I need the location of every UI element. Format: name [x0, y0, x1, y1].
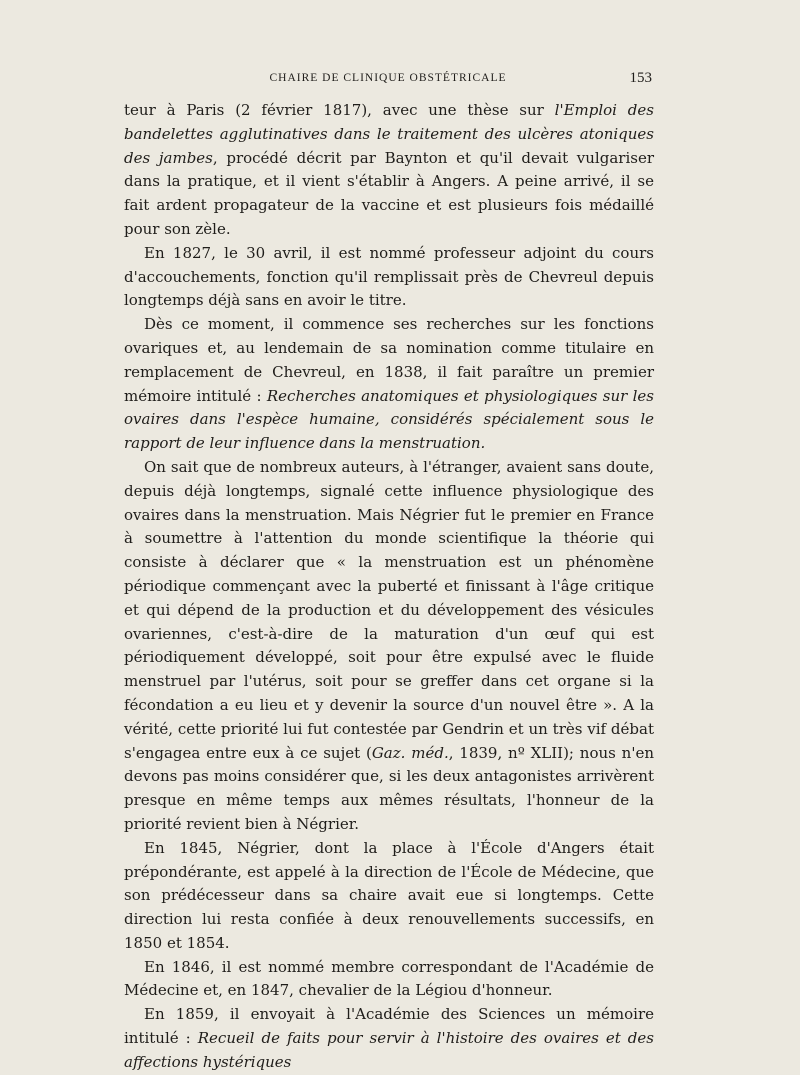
paragraph-4 — [124, 456, 654, 837]
paragraph-1 — [124, 99, 654, 242]
running-title: CHAIRE DE CLINIQUE OBSTÉTRICALE — [269, 72, 507, 84]
paragraph-2 — [124, 242, 654, 313]
text-run: On sait que de nombreux auteurs, à l'étranger, avaient sans doute, depuis déjà longtemps, signalé cette influence physiologique des ovaires dans la menstruation. Mais Négrier fut le premier en France à soumettre à l'attention du monde scientifique la théorie qui consiste à déclarer que « la menstruation est un phénomène périodique commençant avec la puberté et finissant à l'âge critique et qui dépend de la production et du développement des vésicules ovariennes, c'est-à-dire de la maturation d'un œuf qui est périodiquement développé, soit pour être expulsé avec le fluide menstruel par l'utérus, soit pour se greffer dans cet organe si la fécondation a eu lieu et y devenir la source d'un nouvel être ». A la vérité, cette priorité lui fut contestée par Gendrin et un très vif débat s'engagea entre eux à ce sujet ( — [124, 457, 654, 762]
page-header — [124, 72, 652, 94]
text-run: En 1845, Négrier, dont la place à l'École d'Angers était prépondérante, est appelé à la direction de l'École de Médecine, que son prédécesseur dans sa chaire avait eue si longtemps. Cette direction lui resta confiée à deux renouvellements successifs, en 1850 et 1854. — [124, 838, 654, 952]
paragraph-7 — [124, 1003, 654, 1074]
text-run: En 1827, le 30 avril, il est nommé professeur adjoint du cours d'accouchements, fonction qu'il remplissait près de Chevreul depuis longtemps déjà sans en avoir le titre. — [124, 243, 654, 310]
text-run: , procédé décrit par Baynton et qu'il devait vulgariser dans la pratique, et il vient s'établir à Angers. A peine arrivé, il se fait ardent propagateur de la vaccine et est plusieurs fois médaillé pour son zèle. — [124, 148, 654, 238]
italic-citation: Gaz. méd. — [371, 743, 449, 762]
italic-title: l'Emploi des bandelettes agglutinatives dans le traitement des ulcères atoniques des jambes — [124, 101, 654, 167]
text-run: Dès ce moment, il commence ses recherches sur les fonctions ovariques et, au lendemain de sa nomination comme titulaire en remplacement de Chevreul, en 1838, il fait paraître un premier mémoire intitulé : — [124, 315, 654, 405]
text-run: En 1859, il envoyait à l'Académie des Sciences un mémoire intitulé : — [124, 1005, 654, 1048]
paragraph-3 — [124, 313, 654, 456]
paragraph-5 — [124, 837, 654, 956]
text-run: , 1839, nº XLII); nous n'en devons pas moins considérer que, si les deux antagonistes arrivèrent presque en même temps aux mêmes résultats, l'honneur de la priorité revient bien à Négrier. — [124, 743, 654, 833]
page-number: 153 — [629, 70, 652, 86]
text-run: En 1846, il est nommé membre correspondant de l'Académie de Médecine et, en 1847, chevalier de la Légiou d'honneur. — [124, 957, 654, 1000]
text-run: teur à Paris (2 février 1817), avec une thèse sur — [124, 101, 555, 119]
italic-title: Recueil de faits pour servir à l'histoire des ovaires et des affections hystériques — [124, 1029, 654, 1071]
italic-title: Recherches anatomiques et physiologiques sur les ovaires dans l'espèce humaine, considérés spécialement sous le rapport de leur influence dans la menstruation. — [124, 386, 654, 453]
body-text — [124, 99, 654, 1075]
paragraph-6 — [124, 956, 654, 1004]
